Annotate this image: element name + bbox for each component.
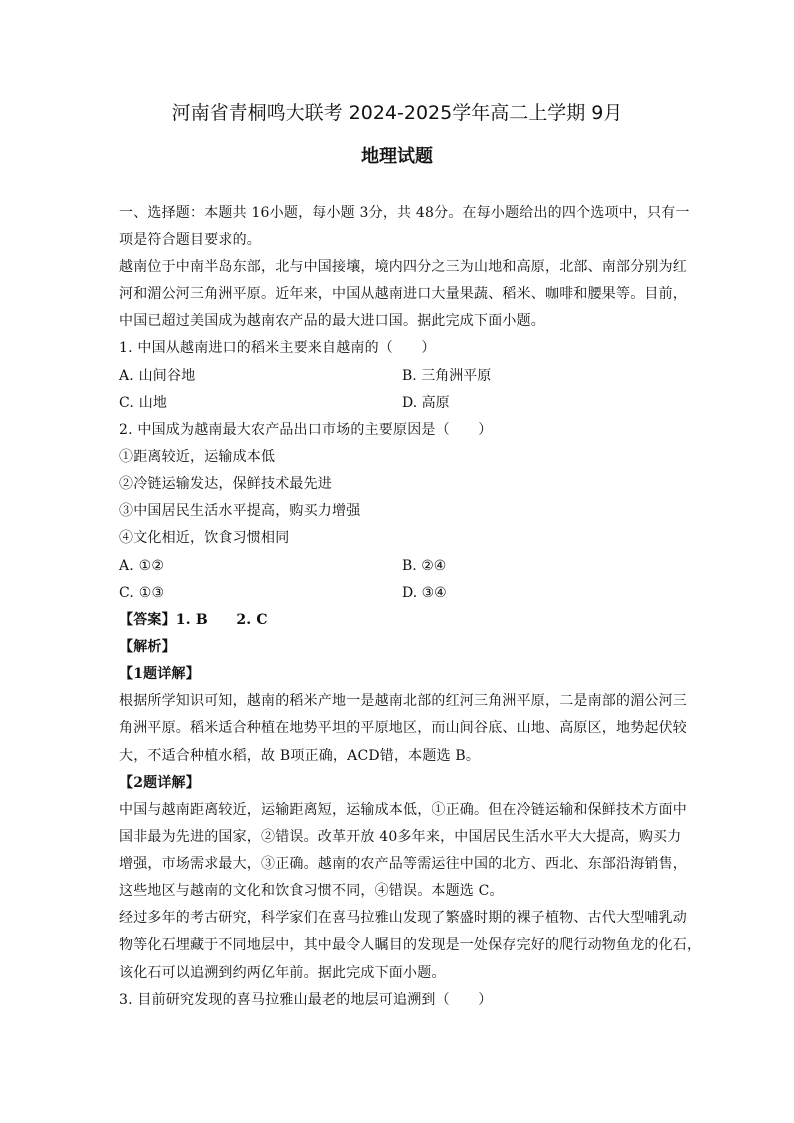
detail-1-paragraph: 根据所学知识可知，越南的稻米产地一是越南北部的红河三角洲平原，二是南部的湄公河三 — [119, 693, 687, 709]
section-instructions: 一、选择题：本题共 16小题，每小题 3分，共 48分。在每小题给出的四个选项中，只有一 — [119, 205, 690, 221]
passage-paragraph: 越南位于中南半岛东部，北与中国接壤，境内四分之三为山地和高原，北部、南部分别为红 — [119, 259, 687, 275]
passage-2-paragraph: 经过多年的考古研究，科学家们在喜马拉雅山发现了繁盛时期的裸子植物、古代大型哺乳动 — [119, 910, 687, 926]
question-2-statement-2: ②冷链运输发达，保鲜技术最先进 — [119, 476, 332, 492]
question-1-stem: 1. 中国从越南进口的稻米主要来自越南的（ ） — [119, 340, 436, 356]
question-1-option-b: B. 三角洲平原 — [402, 368, 492, 384]
question-3-stem: 3. 目前研究发现的喜马拉雅山最老的地层可追溯到（ ） — [119, 992, 493, 1008]
detail-1-paragraph: 大，不适合种植水稻，故 B项正确，ACD错，本题选 B。 — [119, 748, 481, 764]
analysis-heading: 【解析】 — [119, 639, 176, 655]
question-1-option-d: D. 高原 — [402, 395, 450, 411]
detail-1-paragraph: 角洲平原。稻米适合种植在地势平坦的平原地区，而山间谷底、山地、高原区，地势起伏较 — [119, 720, 687, 736]
question-2-stem: 2. 中国成为越南最大农产品出口市场的主要原因是（ ） — [119, 422, 493, 438]
detail-2-paragraph: 中国与越南距离较近，运输距离短，运输成本低，①正确。但在冷链运输和保鲜技术方面中 — [119, 802, 687, 818]
detail-2-heading: 【2题详解】 — [119, 775, 200, 791]
detail-2-paragraph: 增强，市场需求最大，③正确。越南的农产品等需运往中国的北方、西北、东部沿海销售， — [119, 856, 687, 872]
passage-paragraph: 中国已超过美国成为越南农产品的最大进口国。据此完成下面小题。 — [119, 313, 545, 329]
question-2-statement-3: ③中国居民生活水平提高，购买力增强 — [119, 503, 361, 519]
question-1-option-a: A. 山间谷地 — [119, 368, 196, 384]
answer-line: 【答案】1. B 2. C — [119, 612, 268, 628]
passage-2-paragraph: 该化石可以追溯到约两亿年前。据此完成下面小题。 — [119, 965, 446, 981]
question-2-option-b: B. ②④ — [402, 558, 447, 574]
detail-1-heading: 【1题详解】 — [119, 666, 200, 682]
question-2-statement-4: ④文化相近，饮食习惯相同 — [119, 530, 290, 546]
section-instructions-cont: 项是符合题目要求的。 — [119, 232, 261, 248]
question-2-option-c: C. ①③ — [119, 585, 165, 601]
question-1-option-c: C. 山地 — [119, 395, 168, 411]
passage-2-paragraph: 物等化石埋藏于不同地层中，其中最令人瞩目的发现是一处保存完好的爬行动物鱼龙的化石， — [119, 937, 702, 953]
question-2-option-a: A. ①② — [119, 558, 165, 574]
question-2-option-d: D. ③④ — [402, 585, 447, 601]
detail-2-paragraph: 这些地区与越南的文化和饮食习惯不同，④错误。本题选 C。 — [119, 883, 504, 899]
passage-paragraph: 河和湄公河三角洲平原。近年来，中国从越南进口大量果蔬、稻米、咖啡和腰果等。目前， — [119, 286, 687, 302]
question-2-statement-1: ①距离较近，运输成本低 — [119, 449, 276, 465]
document-subtitle: 地理试题 — [361, 146, 433, 167]
document-title: 河南省青桐鸣大联考 2024-2025学年高二上学期 9月 — [171, 102, 623, 124]
detail-2-paragraph: 国非最为先进的国家，②错误。改革开放 40多年来，中国居民生活水平大大提高，购买力 — [119, 829, 682, 845]
